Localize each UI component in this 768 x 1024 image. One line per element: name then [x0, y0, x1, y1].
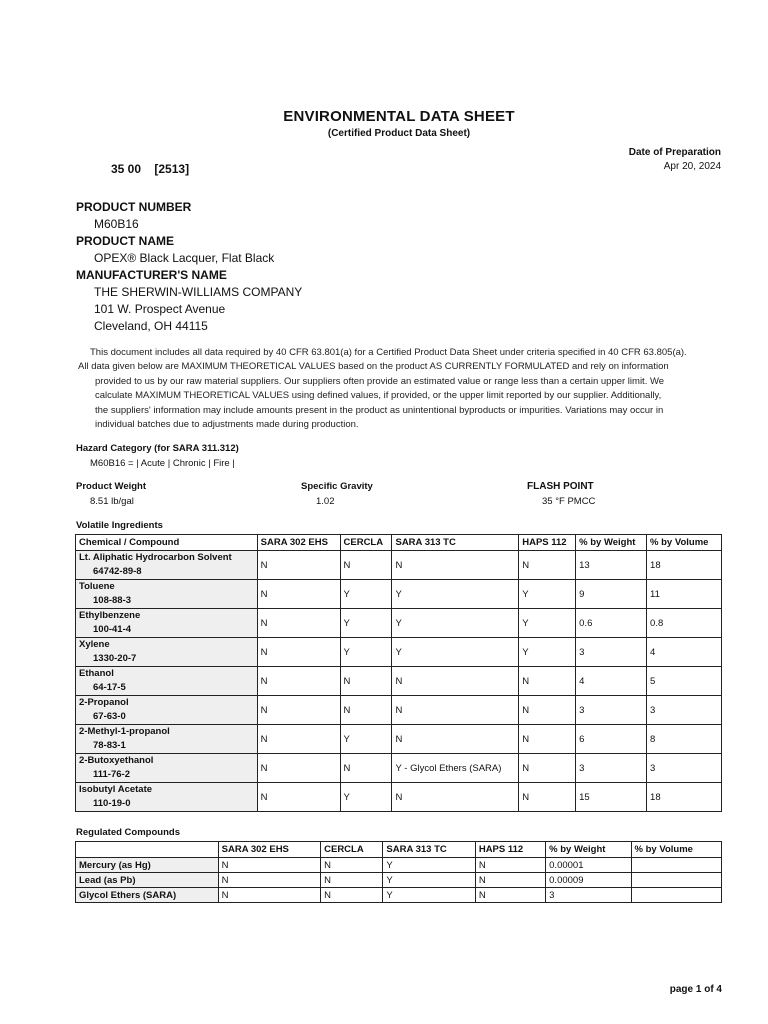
sara302-cell: N	[257, 609, 340, 638]
sara302-cell: N	[257, 667, 340, 696]
document-title: ENVIRONMENTAL DATA SHEET	[283, 108, 515, 125]
sara302-cell: N	[257, 725, 340, 754]
sara302-cell: N	[257, 551, 340, 580]
column-header	[76, 842, 219, 858]
chemical-name: Ethylbenzene	[79, 610, 141, 621]
volatile-ingredients-title: Volatile Ingredients	[76, 520, 163, 531]
weight-cell: 9	[576, 580, 647, 609]
weight-cell: 0.6	[576, 609, 647, 638]
manufacturer-value: THE SHERWIN-WILLIAMS COMPANY	[94, 285, 303, 299]
column-header: % by Volume	[631, 842, 721, 858]
table-row	[76, 667, 722, 696]
weight-cell: 15	[576, 783, 647, 812]
manufacturer-address-line-1: 101 W. Prospect Avenue	[94, 302, 226, 316]
hazard-category-label: Hazard Category (for SARA 311.312)	[76, 443, 239, 454]
column-header: Chemical / Compound	[76, 535, 258, 551]
product-number-label: PRODUCT NUMBER	[76, 200, 192, 214]
cas-number: 100-41-4	[93, 624, 132, 635]
chemical-name: Isobutyl Acetate	[79, 784, 153, 795]
chemical-name: 2-Butoxyethanol	[79, 755, 154, 766]
sara302-cell: N	[218, 888, 320, 903]
regulated-compounds-title: Regulated Compounds	[76, 827, 180, 838]
cas-number: 110-19-0	[93, 798, 131, 809]
volume-cell: 0.8	[647, 609, 722, 638]
volume-cell: 11	[647, 580, 722, 609]
chemical-cell	[76, 725, 258, 754]
volume-cell	[631, 858, 721, 873]
disclaimer-line: provided to us by our raw material suppliers. Our suppliers often provide an estimated value or range less than a certain upper limit. We	[95, 375, 665, 387]
specific-gravity-label: Specific Gravity	[301, 481, 373, 492]
column-header: % by Volume	[647, 535, 722, 551]
volume-cell	[631, 888, 721, 903]
cercla-cell: N	[321, 858, 383, 873]
product-weight-label: Product Weight	[76, 481, 147, 492]
chemical-name: Xylene	[79, 639, 110, 650]
cercla-cell: Y	[340, 783, 392, 812]
column-header: SARA 302 EHS	[218, 842, 320, 858]
sara313-cell: Y	[392, 609, 519, 638]
chemical-name: Lt. Aliphatic Hydrocarbon Solvent	[79, 552, 232, 563]
chemical-name: 2-Methyl-1-propanol	[79, 726, 170, 737]
sara313-cell: Y	[383, 858, 475, 873]
column-header: CERCLA	[340, 535, 392, 551]
product-code-primary: 35 00	[111, 162, 142, 176]
page-number: page 1 of 4	[669, 984, 722, 995]
haps-cell: N	[519, 754, 576, 783]
cercla-cell: N	[321, 873, 383, 888]
haps-cell: N	[475, 888, 545, 903]
haps-cell: N	[519, 667, 576, 696]
volume-cell	[631, 873, 721, 888]
cas-number: 67-63-0	[93, 711, 126, 722]
document-subtitle: (Certified Product Data Sheet)	[327, 128, 471, 139]
sara313-cell: Y	[383, 873, 475, 888]
volume-cell: 5	[647, 667, 722, 696]
table-header-row	[76, 842, 722, 858]
column-header: % by Weight	[546, 842, 631, 858]
table-row	[76, 754, 722, 783]
table-row	[76, 696, 722, 725]
date-of-preparation-value: Apr 20, 2024	[663, 161, 721, 172]
hazard-category-value: M60B16 = | Acute | Chronic | Fire |	[90, 458, 235, 469]
weight-cell: 0.00009	[546, 873, 631, 888]
cercla-cell: Y	[340, 609, 392, 638]
cercla-cell: N	[340, 551, 392, 580]
volume-cell: 18	[647, 783, 722, 812]
sara302-cell: N	[257, 638, 340, 667]
volatile-ingredients-table	[75, 534, 722, 812]
volume-cell: 18	[647, 551, 722, 580]
flash-point-label: FLASH POINT	[527, 481, 594, 492]
sara302-cell: N	[257, 696, 340, 725]
haps-cell: Y	[519, 580, 576, 609]
haps-cell: Y	[519, 638, 576, 667]
table-row	[76, 858, 722, 873]
compound-name-cell: Lead (as Pb)	[76, 873, 219, 888]
column-header: % by Weight	[576, 535, 647, 551]
cercla-cell: Y	[340, 638, 392, 667]
chemical-cell	[76, 667, 258, 696]
cas-number: 64-17-5	[93, 682, 126, 693]
sara313-cell: N	[392, 551, 519, 580]
cercla-cell: Y	[340, 725, 392, 754]
sara302-cell: N	[218, 858, 320, 873]
column-header: HAPS 112	[475, 842, 545, 858]
manufacturer-address-line-2: Cleveland, OH 44115	[94, 319, 208, 333]
date-of-preparation-label: Date of Preparation	[628, 147, 721, 158]
cercla-cell: N	[340, 696, 392, 725]
haps-cell: N	[519, 696, 576, 725]
weight-cell: 6	[576, 725, 647, 754]
sara313-cell: N	[392, 696, 519, 725]
sara302-cell: N	[257, 754, 340, 783]
flash-point-value: 35 °F PMCC	[542, 496, 596, 507]
chemical-cell	[76, 580, 258, 609]
column-header: SARA 313 TC	[392, 535, 519, 551]
cas-number: 64742-89-8	[93, 566, 142, 577]
disclaimer-paragraph	[78, 346, 730, 432]
table-row	[76, 783, 722, 812]
product-number-value: M60B16	[94, 217, 139, 231]
product-name-label: PRODUCT NAME	[76, 234, 174, 248]
compound-name-cell: Glycol Ethers (SARA)	[76, 888, 219, 903]
sara313-cell: N	[392, 667, 519, 696]
sara313-cell: Y - Glycol Ethers (SARA)	[392, 754, 519, 783]
sara313-cell: Y	[383, 888, 475, 903]
cas-number: 1330-20-7	[93, 653, 137, 664]
weight-cell: 3	[576, 754, 647, 783]
chemical-name: Ethanol	[79, 668, 114, 679]
sara302-cell: N	[218, 873, 320, 888]
cas-number: 108-88-3	[93, 595, 132, 606]
chemical-cell	[76, 754, 258, 783]
chemical-name: Toluene	[79, 581, 115, 592]
volume-cell: 3	[647, 696, 722, 725]
cercla-cell: N	[340, 667, 392, 696]
column-header: SARA 302 EHS	[257, 535, 340, 551]
table-row	[76, 551, 722, 580]
table-row	[76, 638, 722, 667]
sara302-cell: N	[257, 783, 340, 812]
chemical-cell	[76, 696, 258, 725]
chemical-cell	[76, 638, 258, 667]
disclaimer-line: individual batches due to adjustments made during production.	[95, 419, 359, 431]
haps-cell: Y	[519, 609, 576, 638]
sara313-cell: N	[392, 725, 519, 754]
chemical-cell	[76, 783, 258, 812]
weight-cell: 0.00001	[546, 858, 631, 873]
volume-cell: 4	[647, 638, 722, 667]
manufacturer-label: MANUFACTURER'S NAME	[76, 268, 227, 282]
cas-number: 78-83-1	[93, 740, 126, 751]
volume-cell: 3	[647, 754, 722, 783]
sara313-cell: Y	[392, 580, 519, 609]
sara313-cell: Y	[392, 638, 519, 667]
haps-cell: N	[519, 725, 576, 754]
weight-cell: 3	[576, 638, 647, 667]
volume-cell: 8	[647, 725, 722, 754]
product-weight-value: 8.51 lb/gal	[90, 496, 134, 507]
chemical-name: 2-Propanol	[79, 697, 129, 708]
column-header: CERCLA	[321, 842, 383, 858]
table-row	[76, 888, 722, 903]
regulated-compounds-table	[75, 841, 722, 903]
cas-number: 111-76-2	[93, 769, 130, 780]
cercla-cell: N	[340, 754, 392, 783]
weight-cell: 3	[546, 888, 631, 903]
haps-cell: N	[475, 873, 545, 888]
chemical-cell	[76, 551, 258, 580]
cercla-cell: Y	[340, 580, 392, 609]
sara313-cell: N	[392, 783, 519, 812]
weight-cell: 4	[576, 667, 647, 696]
table-row	[76, 609, 722, 638]
weight-cell: 13	[576, 551, 647, 580]
column-header: SARA 313 TC	[383, 842, 475, 858]
product-code	[111, 162, 199, 176]
table-header-row	[76, 535, 722, 551]
disclaimer-line: the suppliers' information may include amounts present in the product as unintentional byproducts or impurities. Variations may occur in	[95, 404, 664, 416]
weight-cell: 3	[576, 696, 647, 725]
table-row	[76, 725, 722, 754]
haps-cell: N	[475, 858, 545, 873]
chemical-cell	[76, 609, 258, 638]
product-name-value: OPEX® Black Lacquer, Flat Black	[94, 251, 275, 265]
sara302-cell: N	[257, 580, 340, 609]
disclaimer-line: All data given below are MAXIMUM THEORETICAL VALUES based on the product AS CURRENTLY FORMULATED and rely on information	[78, 361, 669, 373]
haps-cell: N	[519, 783, 576, 812]
specific-gravity-value: 1.02	[316, 496, 335, 507]
haps-cell: N	[519, 551, 576, 580]
column-header: HAPS 112	[519, 535, 576, 551]
disclaimer-line: calculate MAXIMUM THEORETICAL VALUES using defined values, if provided, or the upper limit reported by our supplier. Additionally,	[95, 390, 662, 402]
product-code-secondary: [2513]	[154, 162, 190, 176]
cercla-cell: N	[321, 888, 383, 903]
disclaimer-line: This document includes all data required by 40 CFR 63.801(a) for a Certified Product Data Sheet under criteria specified in 40 CFR 63.805(a).	[90, 347, 687, 358]
compound-name-cell: Mercury (as Hg)	[76, 858, 219, 873]
table-row	[76, 873, 722, 888]
table-row	[76, 580, 722, 609]
